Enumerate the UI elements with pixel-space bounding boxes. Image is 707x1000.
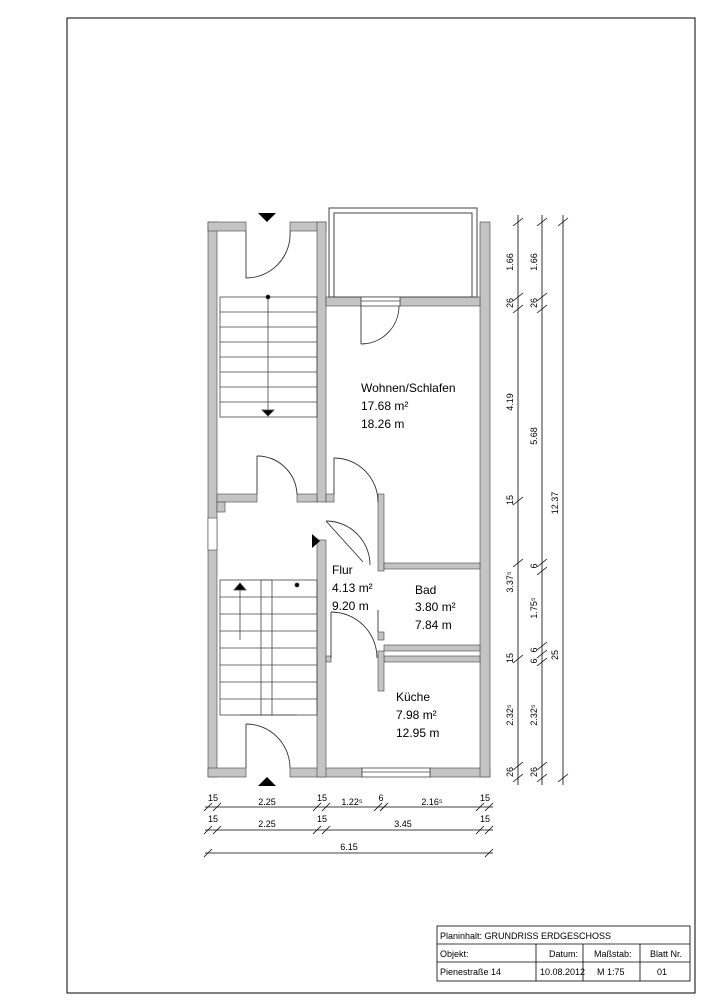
dim-r3-0: 12.37 — [550, 491, 560, 515]
dim-r1-0: 1.66 — [505, 253, 515, 271]
dim-b1-2: 15 — [316, 793, 328, 803]
side-opening — [208, 518, 217, 550]
dim-r2-8: 26 — [529, 766, 539, 778]
wall-flur-bad — [378, 494, 384, 571]
dim-r1-7: 26 — [505, 766, 515, 778]
dim-r1-4: 3.37⁵ — [505, 571, 515, 593]
room-name-bad: Bad — [415, 583, 437, 597]
title-datum-label: Datum: — [549, 949, 579, 959]
dim-r2-1: 26 — [529, 297, 539, 309]
room-perimeter-kueche: 12.95 m — [396, 726, 440, 740]
dim-r1-6: 2.32⁵ — [505, 704, 515, 726]
dim-b2-4: 15 — [479, 814, 491, 824]
dim-r2-3: 6 — [529, 563, 539, 569]
wall-living-top-b — [400, 297, 480, 306]
dim-b2-1: 2.25 — [258, 819, 276, 829]
dim-b2-2: 15 — [316, 814, 328, 824]
room-perimeter-flur: 9.20 m — [332, 599, 369, 613]
dim-b1-4: 6 — [378, 793, 384, 803]
room-area-flur: 4.13 m² — [332, 581, 373, 595]
dim-r2-2: 5.68 — [529, 427, 539, 445]
dim-r2-0: 1.66 — [529, 253, 539, 271]
room-name-kueche: Küche — [396, 690, 431, 704]
wall-right — [480, 222, 490, 777]
dim-b1-1: 2.25 — [258, 797, 276, 807]
dim-b2-0: 15 — [207, 814, 219, 824]
wall-kueche-left — [378, 651, 384, 691]
dim-r3-1: 25 — [550, 649, 560, 661]
wall-left — [208, 222, 217, 777]
wall-landing-stub — [217, 502, 225, 512]
dim-text-right — [505, 253, 560, 777]
title-massstab: M 1:75 — [597, 967, 625, 977]
wall-landing-a — [217, 494, 257, 502]
room-area-kueche: 7.98 m² — [396, 708, 437, 722]
title-blatt-label: Blatt Nr. — [650, 949, 683, 959]
title-planinhalt: Planinhalt: GRUNDRISS ERDGESCHOSS — [440, 931, 612, 941]
dim-r1-5: 15 — [505, 652, 515, 664]
title-objekt-label: Objekt: — [440, 949, 469, 959]
wall-kueche-top-left — [326, 656, 331, 662]
wall-bad-bottom — [384, 645, 480, 651]
dim-b1-5: 2.16⁵ — [421, 797, 443, 807]
wall-flur-stub — [326, 494, 334, 502]
wall-bottom-a — [208, 768, 246, 777]
room-perimeter-wohnen: 18.26 m — [361, 417, 405, 431]
dim-r1-3: 15 — [505, 494, 515, 506]
stair-upper — [220, 295, 317, 417]
dim-r1-1: 26 — [505, 297, 515, 309]
balcony — [329, 208, 477, 297]
room-name-flur: Flur — [332, 563, 353, 577]
window-living — [361, 297, 400, 306]
entrance-marker-bottom — [258, 777, 276, 786]
dim-b2-3: 3.45 — [394, 819, 412, 829]
title-massstab-label: Maßstab: — [594, 949, 632, 959]
walls — [208, 222, 490, 777]
wall-bad-top — [384, 563, 480, 569]
window-kueche — [362, 768, 430, 777]
dim-r2-4: 1.75⁵ — [529, 597, 539, 619]
wall-kueche-top — [384, 656, 480, 662]
dim-r2-7: 2.32⁵ — [529, 704, 539, 726]
dim-r2-6: 6 — [529, 658, 539, 664]
wall-landing-b — [297, 494, 317, 502]
stair-lower — [220, 580, 317, 715]
title-blatt: 01 — [657, 967, 668, 977]
wall-living-top-a — [326, 297, 361, 306]
dim-text-bottom — [208, 793, 490, 852]
room-name-wohnen: Wohnen/Schlafen — [361, 381, 456, 395]
title-objekt: Pienestraße 14 — [440, 967, 502, 977]
dim-b1-6: 15 — [479, 793, 491, 803]
dim-r2-5: 6 — [529, 647, 539, 653]
dim-b3-0: 6.15 — [340, 842, 358, 852]
wall-stair-right-lower — [317, 540, 326, 777]
room-area-bad: 3.80 m² — [415, 600, 456, 614]
wall-top-left-a — [208, 222, 246, 231]
room-perimeter-bad: 7.84 m — [415, 618, 452, 632]
title-datum: 10.08.2012 — [540, 967, 586, 977]
dim-b1-0: 15 — [207, 793, 219, 803]
wall-stair-right-upper — [317, 222, 326, 502]
entrance-marker-top — [258, 213, 276, 222]
dim-r1-2: 4.19 — [505, 393, 515, 411]
windows — [361, 297, 430, 777]
wall-bad-left-lower — [378, 632, 384, 640]
dim-b1-3: 1.22⁵ — [341, 797, 363, 807]
room-area-wohnen: 17.68 m² — [361, 399, 409, 413]
